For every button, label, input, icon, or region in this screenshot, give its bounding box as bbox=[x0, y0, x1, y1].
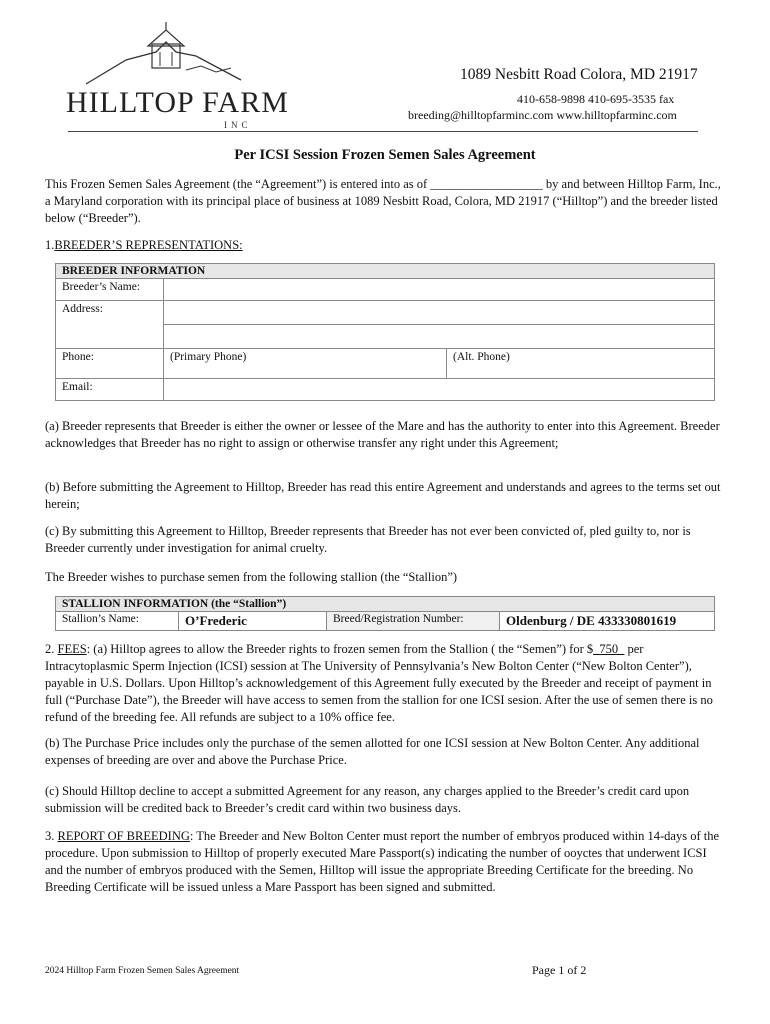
fees-heading: FEES bbox=[57, 642, 87, 656]
fees-c: (c) Should Hilltop decline to accept a submitted Agreement for any reason, any charges applied to the Breeder’s credit card upon submission will be credited back to Breeder’s credit card within two business days. bbox=[45, 784, 690, 815]
report-heading: REPORT OF BREEDING bbox=[57, 829, 190, 843]
address-field-line-2[interactable] bbox=[164, 325, 715, 349]
representation-a: (a) Breeder represents that Breeder is either the owner or lessee of the Mare and has the authority to enter into this Agreement. Breeder acknowledges that Breeder has no right to assign or otherwise transfer any right under this Agreement; bbox=[45, 419, 720, 450]
header-address: 1089 Nesbitt Road Colora, MD 21917 bbox=[460, 66, 698, 83]
fees-amount: _750_ bbox=[593, 642, 625, 656]
fees-text-2: per Intracytoplasmic Sperm Injection (ICSI) session at The University of Pennsylvania’s New Bolton Center (“New Bolton Center”), payable in U.S. Dollars. Upon Hilltop’s acknowledgement of this Agreement fully executed by the Breeder and receipt of payment in full (“Purchase Date”), the Breeder will have access to semen from the stallion for one ICSI sesion. After the use of semen there is no refund of the breeding fee. All refunds are subject to a 10% office fee. bbox=[45, 642, 713, 724]
email-label: Email: bbox=[56, 379, 164, 401]
email-field[interactable] bbox=[164, 379, 715, 401]
breeder-info-header: BREEDER INFORMATION bbox=[56, 264, 715, 279]
section-1-heading bbox=[45, 237, 725, 254]
hilltop-farm-logo bbox=[66, 22, 289, 132]
section-1-number: 1. bbox=[45, 238, 55, 252]
fees-paragraph bbox=[45, 641, 725, 726]
stallion-name-value[interactable]: O’Frederic bbox=[179, 612, 327, 631]
header-contacts: breeding@hilltopfarminc.com www.hilltopfarminc.com bbox=[408, 108, 677, 122]
registration-value[interactable]: Oldenburg / DE 433330801619 bbox=[500, 612, 715, 631]
intro-paragraph: This Frozen Semen Sales Agreement (the “Agreement”) is entered into as of __________________ by and between Hilltop Farm, Inc., a Maryland corporation with its principal place of business at 1089 Nesbitt Road, Colora, MD 21917 (“Hilltop”) and the breeder listed below (“Breeder”). bbox=[45, 177, 721, 225]
breeder-name-label: Breeder’s Name: bbox=[56, 279, 164, 301]
report-text: : The Breeder and New Bolton Center must report the number of embryos produced within 14-days of the procedure. Upon submission to Hilltop of properly executed Mare Passport(s) indicating the number of ooyctes that underwent ICSI and the number of embryos produced with the Semen, Hilltop will issue the appropriate Breeding Certificate for the breeding. No Breeding Certificate will be issued unless a Mare Passport has been signed and submitted. bbox=[45, 829, 720, 894]
representation-b: (b) Before submitting the Agreement to Hilltop, Breeder has read this entire Agreement and understands and agrees to the terms set out herein; bbox=[45, 480, 721, 511]
logo-wordmark: HILLTOP FARM bbox=[66, 86, 289, 119]
address-field-line-1[interactable] bbox=[164, 301, 715, 325]
fees-text-1: : (a) Hilltop agrees to allow the Breeder rights to frozen semen from the Stallion ( the “Semen”) for $ bbox=[86, 642, 594, 656]
footer-title: 2024 Hilltop Farm Frozen Semen Sales Agreement bbox=[45, 966, 240, 976]
fees-b: (b) The Purchase Price includes only the purchase of the semen allotted for one ICSI session at New Bolton Center. Any additional expenses of breeding are over and above the Purchase Price. bbox=[45, 736, 700, 767]
representation-c: (c) By submitting this Agreement to Hilltop, Breeder represents that Breeder has not ever been convicted of, pled guilty to, nor is Breeder currently under investigation for animal cruelty. bbox=[45, 524, 691, 555]
report-paragraph bbox=[45, 828, 725, 896]
phone-label: Phone: bbox=[56, 349, 164, 379]
registration-label: Breed/Registration Number: bbox=[327, 612, 500, 631]
logo-inc: INC bbox=[224, 120, 252, 130]
report-number: 3. bbox=[45, 829, 58, 843]
fees-number: 2. bbox=[45, 642, 58, 656]
page-number: Page 1 of 2 bbox=[532, 963, 587, 977]
stallion-info-table bbox=[55, 596, 715, 631]
section-1-title: BREEDER’S REPRESENTATIONS: bbox=[54, 238, 243, 252]
breeder-name-field[interactable] bbox=[164, 279, 715, 301]
stallion-name-label: Stallion’s Name: bbox=[56, 612, 179, 631]
primary-phone-field[interactable]: (Primary Phone) bbox=[164, 349, 447, 379]
alt-phone-field[interactable]: (Alt. Phone) bbox=[447, 349, 715, 379]
page-title: Per ICSI Session Frozen Semen Sales Agreement bbox=[234, 147, 536, 163]
barn-cupola-icon bbox=[66, 22, 266, 92]
header-phones: 410-658-9898 410-695-3535 fax bbox=[517, 92, 675, 106]
address-label: Address: bbox=[56, 301, 164, 349]
header-divider bbox=[68, 131, 698, 132]
stallion-info-header: STALLION INFORMATION (the “Stallion”) bbox=[56, 597, 715, 612]
breeder-info-table bbox=[55, 263, 715, 401]
stallion-intro: The Breeder wishes to purchase semen from the following stallion (the “Stallion”) bbox=[45, 570, 458, 584]
